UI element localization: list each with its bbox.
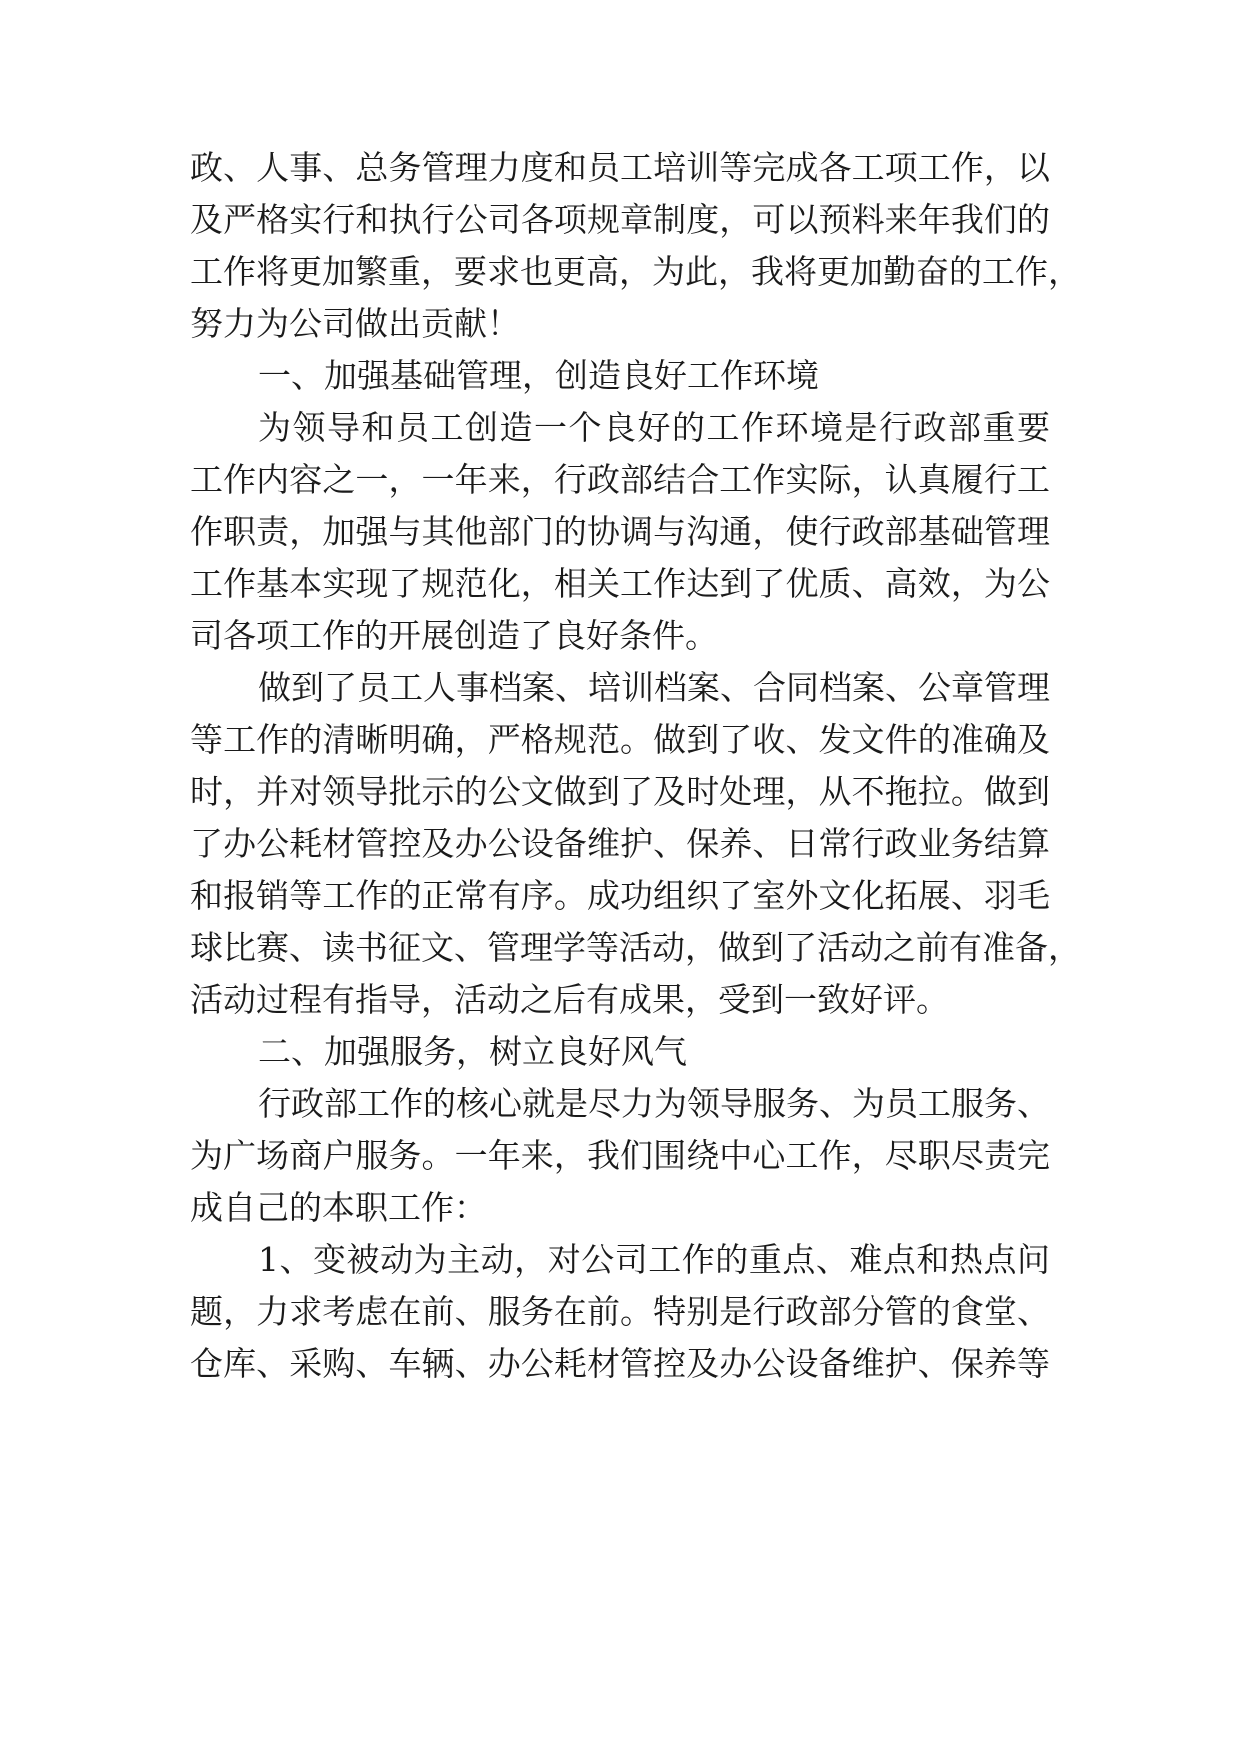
text-line: 和报销等工作的正常有序。成功组织了室外文化拓展、羽毛 <box>190 876 1050 915</box>
section-heading-2: 二、加强服务，树立良好风气 <box>258 1032 687 1071</box>
text-line: 工作将更加繁重，要求也更高，为此，我将更加勤奋的工作， <box>190 252 1081 291</box>
text-line: 工作内容之一，一年来，行政部结合工作实际，认真履行工 <box>190 460 1050 499</box>
text-line: 时，并对领导批示的公文做到了及时处理，从不拖拉。做到 <box>190 772 1050 811</box>
text-line: 了办公耗材管控及办公设备维护、保养、日常行政业务结算 <box>190 824 1050 863</box>
text-line: 为领导和员工创造一个良好的工作环境是行政部重要 <box>258 408 1050 447</box>
section-heading-1: 一、加强基础管理，创造良好工作环境 <box>258 356 819 395</box>
text-line: 行政部工作的核心就是尽力为领导服务、为员工服务、 <box>258 1084 1050 1123</box>
text-line: 为广场商户服务。一年来，我们围绕中心工作，尽职尽责完 <box>190 1136 1050 1175</box>
text-line: 司各项工作的开展创造了良好条件。 <box>190 616 718 655</box>
text-line: 题，力求考虑在前、服务在前。特别是行政部分管的食堂、 <box>190 1292 1050 1331</box>
text-line: 及严格实行和执行公司各项规章制度，可以预料来年我们的 <box>190 200 1050 239</box>
text-line: 仓库、采购、车辆、办公耗材管控及办公设备维护、保养等 <box>190 1344 1050 1383</box>
text-line: 作职责，加强与其他部门的协调与沟通，使行政部基础管理 <box>190 512 1050 551</box>
text-line: 球比赛、读书征文、管理学等活动，做到了活动之前有准备， <box>190 928 1081 967</box>
text-line: 做到了员工人事档案、培训档案、合同档案、公章管理 <box>258 668 1050 707</box>
text-line: 活动过程有指导，活动之后有成果，受到一致好评。 <box>190 980 949 1019</box>
text-line: 等工作的清晰明确，严格规范。做到了收、发文件的准确及 <box>190 720 1050 759</box>
text-line: 1、变被动为主动，对公司工作的重点、难点和热点问 <box>258 1240 1050 1279</box>
text-line: 努力为公司做出贡献！ <box>190 304 520 343</box>
text-line: 工作基本实现了规范化，相关工作达到了优质、高效，为公 <box>190 564 1050 603</box>
text-line: 政、人事、总务管理力度和员工培训等完成各工项工作，以 <box>190 148 1050 187</box>
text-line: 成自己的本职工作： <box>190 1188 487 1227</box>
